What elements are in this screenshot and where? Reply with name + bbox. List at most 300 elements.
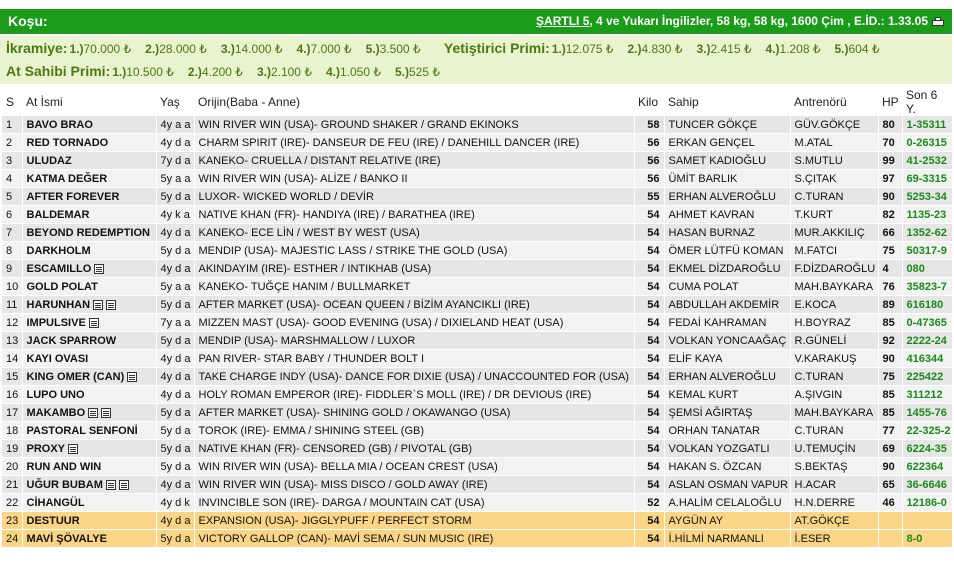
cell-kilo: 54 [634,242,664,260]
cell-origin: MENDIP (USA)- MAJESTIC LASS / STRIKE THE GOLD (USA) [194,242,634,260]
cell-s: 16 [2,386,22,404]
at-sahibi-prize-3 [257,65,312,79]
note-icon[interactable] [106,300,116,310]
cell-owner: EKMEL DİZDAROĞLU [664,260,790,278]
cell-kilo: 54 [634,476,664,494]
cell-name[interactable] [22,422,156,440]
prize-rank: 3.) [220,42,235,56]
cell-trainer: S.MUTLU [790,152,878,170]
cell-owner: ERHAN ALVEROĞLU [664,368,790,386]
cell-hp: 90 [878,350,902,368]
column-header[interactable]: Kilo [634,88,664,116]
cell-name[interactable] [22,512,156,530]
cell-trainer: MAH.BAYKARA [790,278,878,296]
cell-trainer: MUR.AKKILIÇ [790,224,878,242]
cell-owner: ASLAN OSMAN VAPUR [664,476,790,494]
cell-trainer: E.KOCA [790,296,878,314]
ikramiye-prize-2 [145,42,207,56]
cell-son: 8-0 [902,530,952,548]
cell-trainer: C.TURAN [790,368,878,386]
prize-line-1 [6,40,894,56]
cell-origin: AFTER MARKET (USA)- OCEAN QUEEN / BİZİM AYANCIKLI (IRE) [194,296,634,314]
prize-amount: 604 ₺ [848,42,880,56]
cell-origin: HOLY ROMAN EMPEROR (IRE)- FIDDLER`S MOLL (IRE) / DR DEVIOUS (IRE) [194,386,634,404]
prize-rank: 2.) [145,42,160,56]
cell-name[interactable] [22,278,156,296]
cell-name[interactable] [22,188,156,206]
cell-owner: ELİF KAYA [664,350,790,368]
horse-name-link[interactable]: AFTER FOREVER [26,190,120,203]
prize-rank: 3.) [696,42,711,56]
cell-owner: HAKAN S. ÖZCAN [664,458,790,476]
horse-name-link[interactable]: BALDEMAR [26,208,90,221]
cell-owner: ÜMİT BARLIK [664,170,790,188]
cell-kilo: 54 [634,278,664,296]
cell-origin: LUXOR- WICKED WORLD / DEVİR [194,188,634,206]
horse-name-link[interactable]: MAKAMBO [26,406,86,419]
cell-trainer: H.ACAR [790,476,878,494]
prize-amount: 2.100 ₺ [270,65,312,79]
cell-hp: 65 [878,476,902,494]
prize-rank: 5.) [834,42,849,56]
cell-origin: PAN RIVER- STAR BABY / THUNDER BOLT I [194,350,634,368]
cell-age: 5y d a [156,242,194,260]
cell-s: 6 [2,206,22,224]
cell-age: 5y d a [156,422,194,440]
prize-rank: 3.) [256,65,271,79]
horse-name-link[interactable]: CİHANGÜL [26,496,85,509]
cell-son: 416344 [902,350,952,368]
horse-name-link[interactable]: BEYOND REDEMPTION [26,226,150,239]
horse-name-link[interactable]: RUN AND WIN [26,460,102,473]
cell-name[interactable] [22,260,156,278]
table-row[interactable] [2,170,952,188]
cell-trainer: GÜV.GÖKÇE [790,116,878,134]
cell-kilo: 56 [634,134,664,152]
cell-hp: 90 [878,458,902,476]
note-icon[interactable] [127,372,137,382]
cell-trainer: T.KURT [790,206,878,224]
cell-s: 2 [2,134,22,152]
cell-hp: 92 [878,332,902,350]
table-row[interactable] [2,440,952,458]
cell-son: 0-47365 [902,314,952,332]
cell-s: 9 [2,260,22,278]
cell-son: 36-6646 [902,476,952,494]
cell-origin: AFTER MARKET (USA)- SHINING GOLD / OKAWANGO (USA) [194,404,634,422]
cell-hp: 89 [878,296,902,314]
horse-name-link[interactable]: KATMA DEĞER [26,172,108,185]
cell-hp: 85 [878,404,902,422]
cell-trainer: İ.ESER [790,530,878,548]
note-icon[interactable] [119,480,129,490]
cell-origin: TOROK (IRE)- EMMA / SHINING STEEL (GB) [194,422,634,440]
cell-son: 35823-7 [902,278,952,296]
cell-owner: AYGÜN AY [664,512,790,530]
cell-owner: AHMET KAVRAN [664,206,790,224]
column-header[interactable]: Antrenörü [790,88,878,116]
cell-owner: VOLKAN YONCAAĞAÇ [664,332,790,350]
cell-kilo: 54 [634,332,664,350]
cell-origin: KANEKO- TUĞÇE HANIM / BULLMARKET [194,278,634,296]
cell-name[interactable] [22,134,156,152]
cell-son: 1-35311 [902,116,952,134]
cell-age: 4y d a [156,368,194,386]
cell-name[interactable] [22,224,156,242]
cell-age: 4y d a [156,260,194,278]
cell-origin: WIN RIVER WIN (USA)- GROUND SHAKER / GRAND EKINOKS [194,116,634,134]
cell-age: 4y d a [156,386,194,404]
horse-name-link[interactable]: GOLD POLAT [26,280,98,293]
cell-name[interactable] [22,530,156,548]
cell-kilo: 52 [634,494,664,512]
prize-amount: 70.000 ₺ [83,42,132,56]
table-row[interactable] [2,512,952,530]
cell-hp: 66 [878,224,902,242]
cell-hp: 75 [878,368,902,386]
cell-name[interactable] [22,296,156,314]
ikramiye-label: İkramiye: [6,40,68,56]
cell-kilo: 54 [634,512,664,530]
note-icon[interactable] [101,408,111,418]
cell-name[interactable] [22,206,156,224]
table-row[interactable] [2,476,952,494]
prize-rank: 1.) [551,42,566,56]
cell-s: 24 [2,530,22,548]
cell-hp: 90 [878,188,902,206]
cell-owner: ERKAN GENÇEL [664,134,790,152]
horse-name-link[interactable]: RED TORNADO [26,136,109,149]
table-row[interactable] [2,278,952,296]
horse-name-link[interactable]: JACK SPARROW [26,334,117,347]
cell-hp: 75 [878,242,902,260]
cell-kilo: 54 [634,296,664,314]
horse-table [2,88,953,548]
column-header[interactable]: Orijin(Baba - Anne) [194,88,634,116]
column-header[interactable]: Sahip [664,88,790,116]
cell-owner: İ.HİLMİ NARMANLI [664,530,790,548]
cell-age: 5y a a [156,278,194,296]
horse-name-link[interactable]: PROXY [26,442,66,455]
horse-name-link[interactable]: ESCAMILLO [26,262,92,275]
cell-owner: FEDAİ KAHRAMAN [664,314,790,332]
cell-name[interactable] [22,242,156,260]
horse-name-link[interactable]: PASTORAL SENFONİ [26,424,138,437]
cell-age: 4y d a [156,224,194,242]
cell-trainer: S.BEKTAŞ [790,458,878,476]
note-icon[interactable] [68,444,78,454]
horse-name-link[interactable]: ULUDAZ [26,154,72,167]
cell-son: 69-3315 [902,170,952,188]
yetistirici-prize-2 [627,42,682,56]
table-row[interactable] [2,332,952,350]
cell-owner: ERHAN ALVEROĞLU [664,188,790,206]
table-row[interactable] [2,368,952,386]
cell-hp: 46 [878,494,902,512]
cell-age: 5y d a [156,332,194,350]
yetistirici-prize-5 [834,42,879,56]
cell-origin: NATIVE KHAN (FR)- HANDIYA (IRE) / BARATHEA (IRE) [194,206,634,224]
cell-hp: 4 [878,260,902,278]
cell-kilo: 55 [634,188,664,206]
cell-s: 5 [2,188,22,206]
table-row[interactable] [2,458,952,476]
cell-name[interactable] [22,170,156,188]
cell-s: 7 [2,224,22,242]
cell-owner: ABDULLAH AKDEMİR [664,296,790,314]
horse-name-link[interactable]: KAYI OVASI [26,352,89,365]
table-row[interactable] [2,422,952,440]
note-icon[interactable] [89,318,99,328]
cell-origin: KANEKO- ECE LİN / WEST BY WEST (USA) [194,224,634,242]
cell-son: 1352-62 [902,224,952,242]
column-header[interactable]: Yaş [156,88,194,116]
horse-name-link[interactable]: MAVİ ŞÖVALYE [26,532,107,545]
printer-icon[interactable] [932,17,944,27]
cell-name[interactable] [22,458,156,476]
table-row[interactable] [2,404,952,422]
prize-rank: 1.) [69,42,84,56]
cell-son: 616180 [902,296,952,314]
cell-origin: MIZZEN MAST (USA)- GOOD EVENING (USA) / DIXIELAND HEAT (USA) [194,314,634,332]
column-header[interactable]: Son 6 Y. [902,88,952,116]
cell-name[interactable] [22,332,156,350]
cell-kilo: 56 [634,152,664,170]
table-row[interactable] [2,116,952,134]
cell-origin: VICTORY GALLOP (CAN)- MAVİ SEMA / SUN MUSIC (IRE) [194,530,634,548]
cell-origin: CHARM SPIRIT (IRE)- DANSEUR DE FEU (IRE) / DANEHILL DANCER (IRE) [194,134,634,152]
prize-amount: 28.000 ₺ [159,42,207,56]
cell-trainer: MAH.BAYKARA [790,404,878,422]
table-row[interactable] [2,224,952,242]
cell-name[interactable] [22,386,156,404]
cell-owner: ÖMER LÜTFÜ KOMAN [664,242,790,260]
table-row[interactable] [2,134,952,152]
cell-hp [878,512,902,530]
table-row[interactable] [2,206,952,224]
cell-trainer: R.GÜNELİ [790,332,878,350]
cell-name[interactable] [22,314,156,332]
race-conditions: , 4 ve Yukarı İngilizler, 58 kg, 58 kg, 1600 Çim , E.İD.: 1.33.05 [589,14,928,28]
table-row[interactable] [2,260,952,278]
cell-name[interactable] [22,404,156,422]
cell-name[interactable] [22,476,156,494]
note-icon[interactable] [106,480,116,490]
cell-name[interactable] [22,116,156,134]
horse-name-link[interactable]: DARKHOLM [26,244,91,257]
cell-kilo: 58 [634,116,664,134]
prize-amount: 14.000 ₺ [234,42,283,56]
horse-name-link[interactable]: LUPO UNO [26,388,85,401]
ikramiye-prize-1 [69,42,131,56]
cell-age: 4y d k [156,494,194,512]
ikramiye-prize-3 [221,42,283,56]
prize-amount: 525 ₺ [408,65,440,79]
table-row[interactable] [2,350,952,368]
cell-kilo: 54 [634,530,664,548]
table-row[interactable] [2,296,952,314]
table-row[interactable] [2,314,952,332]
cell-owner: A.HALİM CELALOĞLU [664,494,790,512]
prize-rank: 5.) [365,42,380,56]
prize-rank: 5.) [394,65,409,79]
note-icon[interactable] [88,408,98,418]
cell-kilo: 54 [634,350,664,368]
horse-name-link[interactable]: KING OMER (CAN) [26,370,125,383]
cell-s: 21 [2,476,22,494]
cell-age: 7y d a [156,152,194,170]
ikramiye-prize-5 [366,42,421,56]
cell-origin: MENDIP (USA)- MARSHMALLOW / LUXOR [194,332,634,350]
column-header[interactable]: At İsmi [22,88,156,116]
cell-owner: VOLKAN YOZGATLI [664,440,790,458]
cell-hp: 76 [878,278,902,296]
column-header[interactable]: HP [878,88,902,116]
horse-name-link[interactable]: DESTUUR [26,514,80,527]
cell-age: 5y d a [156,404,194,422]
prize-amount: 1.050 ₺ [339,65,381,79]
table-row[interactable] [2,386,952,404]
prize-amount: 2.415 ₺ [710,42,752,56]
cell-name[interactable] [22,152,156,170]
cell-age: 5y d a [156,296,194,314]
cell-name[interactable] [22,440,156,458]
table-row[interactable] [2,242,952,260]
cell-trainer: U.TEMUÇİN [790,440,878,458]
cell-name[interactable] [22,368,156,386]
yetistirici-prize-3 [696,42,751,56]
cell-age: 4y k a [156,206,194,224]
cell-trainer: M.ATAL [790,134,878,152]
column-header[interactable]: S [2,88,22,116]
race-type-link[interactable]: ŞARTLI 5 [536,14,590,28]
cell-trainer: S.ÇITAK [790,170,878,188]
prize-amount: 10.500 ₺ [126,65,174,79]
cell-kilo: 54 [634,314,664,332]
cell-name[interactable] [22,350,156,368]
ikramiye-prize-4 [297,42,352,56]
cell-son: 22-325-2 [902,422,952,440]
cell-kilo: 54 [634,386,664,404]
cell-son: 1455-76 [902,404,952,422]
cell-hp: 82 [878,206,902,224]
cell-kilo: 54 [634,440,664,458]
cell-owner: SAMET KADIOĞLU [664,152,790,170]
cell-s: 3 [2,152,22,170]
at-sahibi-prize-4 [326,65,381,79]
prize-amount: 3.500 ₺ [379,42,421,56]
cell-s: 11 [2,296,22,314]
race-info [536,14,944,28]
cell-son: 0-26315 [902,134,952,152]
cell-s: 12 [2,314,22,332]
at-sahibi-prize-1 [112,65,174,79]
cell-s: 14 [2,350,22,368]
cell-age: 4y d a [156,512,194,530]
cell-son: 311212 [902,386,952,404]
cell-hp: 77 [878,422,902,440]
cell-son: 622364 [902,458,952,476]
cell-name[interactable] [22,494,156,512]
prize-amount: 4.200 ₺ [201,65,243,79]
cell-age: 4y d a [156,134,194,152]
cell-age: 5y d a [156,188,194,206]
cell-origin: WIN RIVER WIN (USA)- BELLA MIA / OCEAN CREST (USA) [194,458,634,476]
note-icon[interactable] [93,300,103,310]
cell-owner: TUNCER GÖKÇE [664,116,790,134]
table-row[interactable] [2,494,952,512]
cell-s: 17 [2,404,22,422]
cell-age: 7y a a [156,314,194,332]
cell-owner: KEMAL KURT [664,386,790,404]
prize-rank: 2.) [627,42,642,56]
cell-trainer: M.FATCI [790,242,878,260]
cell-age: 5y d a [156,458,194,476]
cell-s: 18 [2,422,22,440]
cell-kilo: 54 [634,260,664,278]
cell-age: 5y d a [156,530,194,548]
yetistirici-prize-1 [552,42,614,56]
cell-s: 19 [2,440,22,458]
cell-trainer: F.DİZDAROĞLU [790,260,878,278]
cell-trainer: AT.GÖKÇE [790,512,878,530]
cell-hp: 85 [878,386,902,404]
race-header [0,9,952,34]
cell-s: 20 [2,458,22,476]
at-sahibi-prize-5 [395,65,440,79]
cell-son: 41-2532 [902,152,952,170]
cell-trainer: C.TURAN [790,188,878,206]
cell-age: 4y a a [156,116,194,134]
cell-kilo: 54 [634,422,664,440]
cell-hp: 99 [878,152,902,170]
prize-rank: 4.) [765,42,780,56]
cell-origin: KANEKO- CRUELLA / DISTANT RELATIVE (IRE) [194,152,634,170]
cell-son: 50317-9 [902,242,952,260]
race-title: Koşu: [8,13,48,29]
horse-name-link[interactable]: IMPULSIVE [26,316,86,329]
prize-amount: 12.075 ₺ [565,42,614,56]
cell-s: 13 [2,332,22,350]
cell-kilo: 54 [634,458,664,476]
cell-s: 4 [2,170,22,188]
cell-trainer: C.TURAN [790,422,878,440]
cell-son: 225422 [902,368,952,386]
cell-age: 4y d a [156,350,194,368]
cell-age: 5y d a [156,440,194,458]
cell-trainer: A.ŞIVGIN [790,386,878,404]
at-sahibi-prize-2 [188,65,243,79]
table-row[interactable] [2,152,952,170]
prize-amount: 7.000 ₺ [310,42,352,56]
table-row[interactable] [2,530,952,548]
horse-name-link[interactable]: UĞUR BUBAM [26,478,103,491]
cell-hp: 80 [878,116,902,134]
horse-name-link[interactable]: HARUNHAN [26,298,91,311]
cell-trainer: H.N.DERRE [790,494,878,512]
cell-son: 2222-24 [902,332,952,350]
cell-s: 8 [2,242,22,260]
horse-name-link[interactable]: BAVO BRAO [26,118,93,131]
prize-rank: 4.) [296,42,311,56]
table-row[interactable] [2,188,952,206]
yetistirici-label: Yetiştirici Primi: [443,40,550,56]
cell-origin: INVINCIBLE SON (IRE)- DARGA / MOUNTAIN CAT (USA) [194,494,634,512]
cell-origin: TAKE CHARGE INDY (USA)- DANCE FOR DIXIE (USA) / UNACCOUNTED FOR (USA) [194,368,634,386]
cell-s: 23 [2,512,22,530]
cell-age: 5y a a [156,170,194,188]
note-icon[interactable] [94,264,104,274]
